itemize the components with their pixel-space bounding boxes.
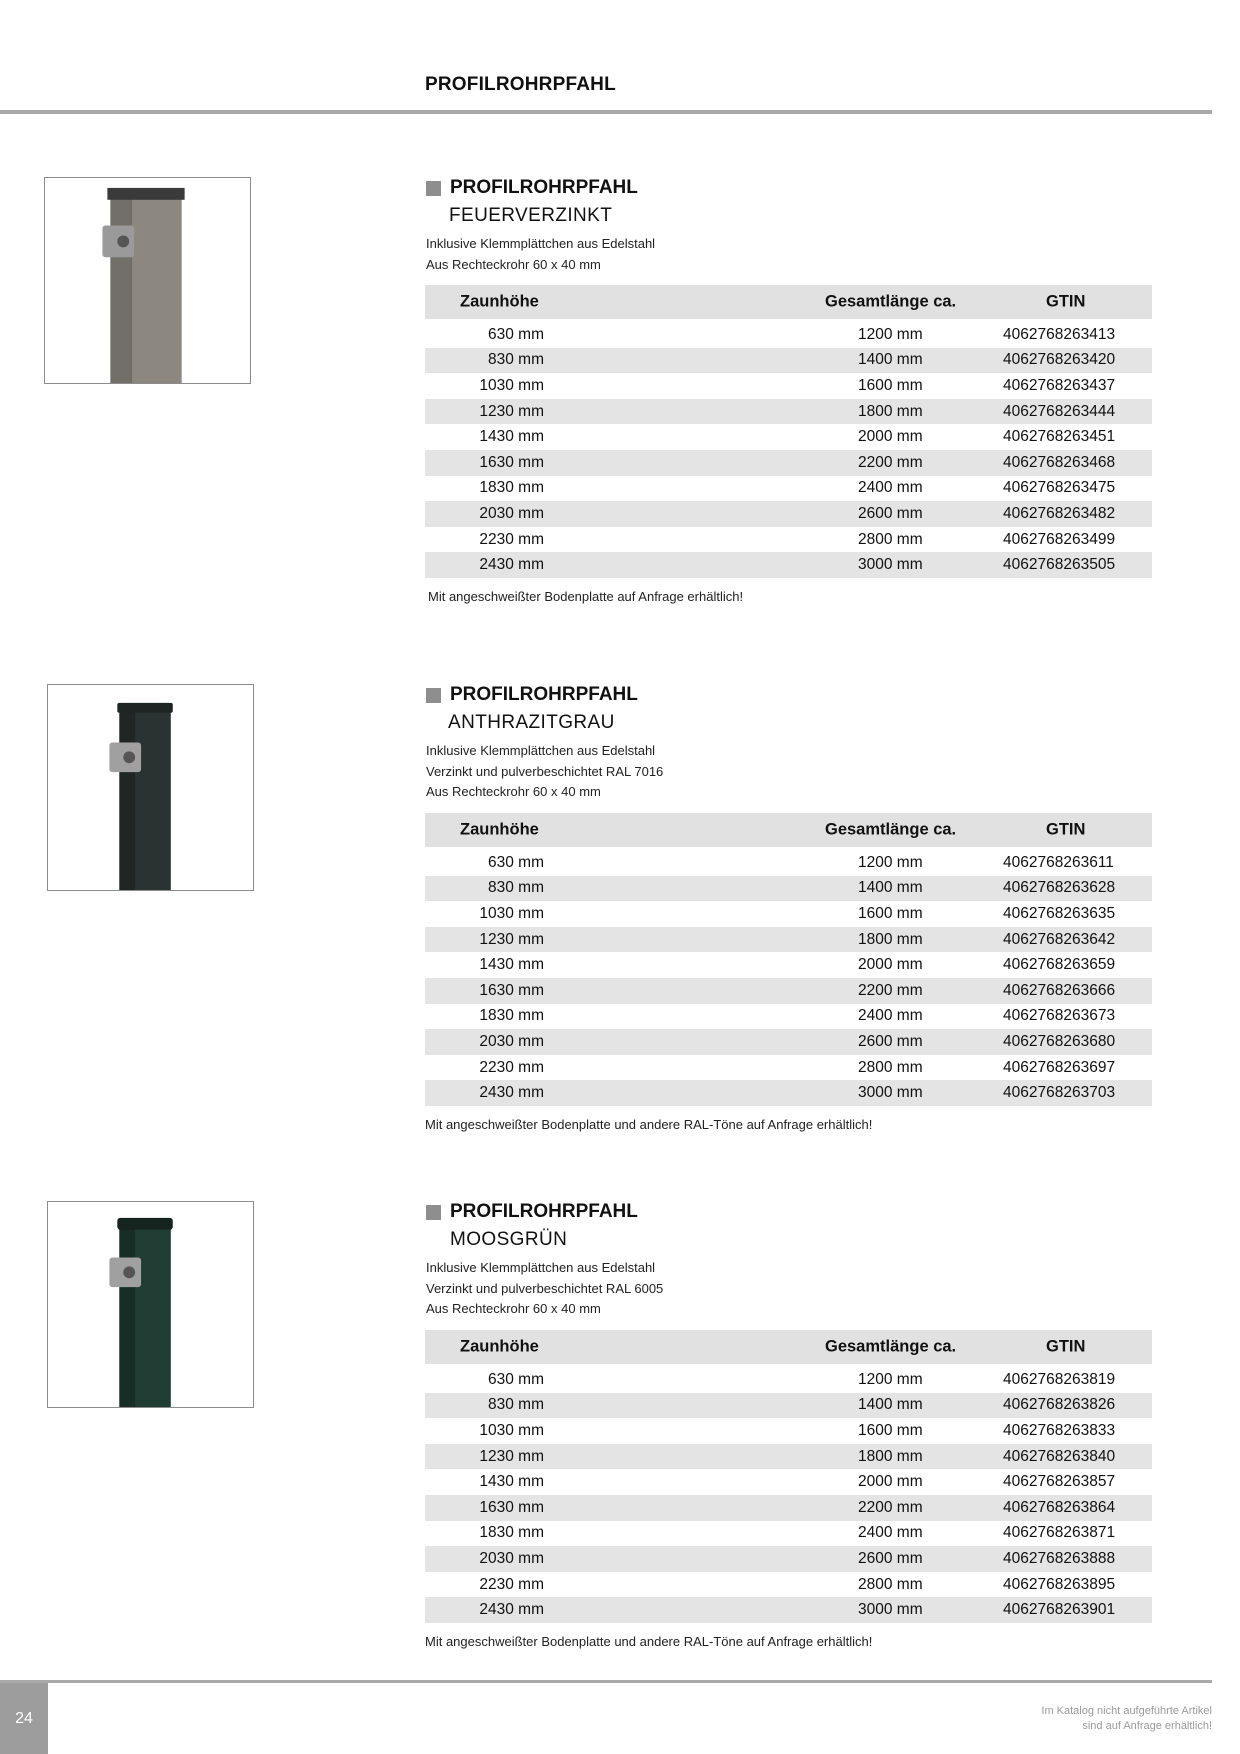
cell-length: 2600 mm <box>858 1032 923 1050</box>
cell-height: 830 mm <box>488 879 544 897</box>
footer-note-line: sind auf Anfrage erhältlich! <box>1082 1720 1212 1732</box>
cell-length: 2800 mm <box>858 530 923 548</box>
table-row <box>425 876 1152 902</box>
product-title-row <box>426 177 638 199</box>
table-row <box>425 527 1152 553</box>
cell-length: 2200 mm <box>858 453 923 471</box>
cell-gtin: 4062768263840 <box>1003 1447 1116 1465</box>
cell-length: 2200 mm <box>858 1498 923 1516</box>
table-row <box>425 1393 1152 1419</box>
table-row <box>425 927 1152 953</box>
table-row <box>425 1495 1152 1521</box>
cell-height: 1030 mm <box>479 904 544 922</box>
cell-length: 2800 mm <box>858 1058 923 1076</box>
table-row <box>425 1004 1152 1030</box>
table-row <box>425 1444 1152 1470</box>
product-title: PROFILROHRPFAHL <box>450 177 638 198</box>
cell-gtin: 4062768263468 <box>1003 453 1116 471</box>
table-row <box>425 1367 1152 1393</box>
table-row <box>425 850 1152 876</box>
spec-table <box>425 813 1152 1106</box>
description-line: Aus Rechteckrohr 60 x 40 mm <box>426 256 601 272</box>
cell-height: 1830 mm <box>479 1007 544 1025</box>
cell-gtin: 4062768263703 <box>1003 1084 1116 1102</box>
cell-height: 2230 mm <box>479 530 544 548</box>
cell-length: 3000 mm <box>858 556 923 574</box>
cell-height: 1430 mm <box>479 1473 544 1491</box>
post-icon <box>48 685 253 890</box>
cell-gtin: 4062768263482 <box>1003 504 1116 522</box>
description-line: Inklusive Klemmplättchen aus Edelstahl <box>426 743 656 758</box>
cell-height: 1630 mm <box>479 1498 544 1516</box>
cell-gtin: 4062768263659 <box>1003 956 1116 974</box>
table-row <box>425 552 1152 578</box>
description-line: Inklusive Klemmplättchen aus Edelstahl <box>426 1260 656 1275</box>
footer-note-line: Im Katalog nicht aufgeführte Artikel <box>1041 1705 1212 1717</box>
cell-gtin: 4062768263437 <box>1003 376 1116 394</box>
footer-divider <box>0 1680 1212 1683</box>
cell-gtin: 4062768263888 <box>1003 1549 1116 1567</box>
cell-length: 2400 mm <box>858 1007 923 1025</box>
page-title: PROFILROHRPFAHL <box>425 74 616 95</box>
product-title-row <box>426 684 638 706</box>
cell-height: 1630 mm <box>479 981 544 999</box>
product-variant: ANTHRAZITGRAU <box>448 712 615 733</box>
cell-gtin: 4062768263499 <box>1003 530 1116 548</box>
column-header-length: Gesamtlänge ca. <box>825 820 957 839</box>
cell-gtin: 4062768263864 <box>1003 1498 1116 1516</box>
column-header-gtin: GTIN <box>1046 820 1086 839</box>
table-row <box>425 373 1152 399</box>
cell-height: 2030 mm <box>479 1549 544 1567</box>
cell-gtin: 4062768263505 <box>1003 556 1116 574</box>
cell-length: 1200 mm <box>858 853 923 871</box>
cell-gtin: 4062768263451 <box>1003 428 1116 446</box>
cell-length: 2400 mm <box>858 479 923 497</box>
description-line: Inklusive Klemmplättchen aus Edelstahl <box>426 236 656 251</box>
cell-height: 1230 mm <box>479 402 544 420</box>
cell-gtin: 4062768263895 <box>1003 1575 1116 1593</box>
cell-gtin: 4062768263444 <box>1003 402 1116 420</box>
product-description <box>426 1258 663 1320</box>
cell-height: 2430 mm <box>479 556 544 574</box>
product-description <box>426 741 663 803</box>
cell-gtin: 4062768263628 <box>1003 879 1116 897</box>
cell-length: 2400 mm <box>858 1524 923 1542</box>
cell-gtin: 4062768263833 <box>1003 1421 1116 1439</box>
cell-length: 2200 mm <box>858 981 923 999</box>
product-note: Mit angeschweißter Bodenplatte und andere RAL-Töne auf Anfrage erhältlich! <box>425 1117 873 1132</box>
table-row <box>425 1080 1152 1106</box>
table-row <box>425 1055 1152 1081</box>
page-number: 24 <box>0 1683 48 1754</box>
table-row <box>425 1418 1152 1444</box>
cell-height: 830 mm <box>488 1396 544 1414</box>
table-row <box>425 1521 1152 1547</box>
table-row <box>425 901 1152 927</box>
table-row <box>425 952 1152 978</box>
cell-height: 2030 mm <box>479 1032 544 1050</box>
table-row <box>425 424 1152 450</box>
cell-height: 2030 mm <box>479 504 544 522</box>
column-header-length: Gesamtlänge ca. <box>825 292 957 311</box>
cell-length: 1800 mm <box>858 402 923 420</box>
cell-height: 1830 mm <box>479 479 544 497</box>
cell-height: 630 mm <box>488 1370 544 1388</box>
description-line: Verzinkt und pulverbeschichtet RAL 7016 <box>426 763 664 779</box>
product-variant: FEUERVERZINKT <box>449 205 613 226</box>
cell-length: 1600 mm <box>858 1421 923 1439</box>
cell-length: 2000 mm <box>858 956 923 974</box>
title-square-icon <box>426 688 441 703</box>
cell-length: 1600 mm <box>858 376 923 394</box>
table-row <box>425 399 1152 425</box>
spec-table <box>425 1330 1152 1623</box>
cell-height: 2430 mm <box>479 1601 544 1619</box>
cell-gtin: 4062768263475 <box>1003 479 1116 497</box>
product-variant: MOOSGRÜN <box>450 1229 568 1250</box>
cell-gtin: 4062768263635 <box>1003 904 1116 922</box>
column-header-gtin: GTIN <box>1046 1337 1086 1356</box>
cell-gtin: 4062768263697 <box>1003 1058 1116 1076</box>
table-row <box>425 476 1152 502</box>
product-photo <box>47 684 254 891</box>
cell-height: 1030 mm <box>479 376 544 394</box>
column-header-gtin: GTIN <box>1046 292 1086 311</box>
cell-height: 830 mm <box>488 351 544 369</box>
cell-gtin: 4062768263857 <box>1003 1473 1116 1491</box>
cell-length: 1400 mm <box>858 1396 923 1414</box>
table-row <box>425 322 1152 348</box>
title-square-icon <box>426 1205 441 1220</box>
cell-height: 1630 mm <box>479 453 544 471</box>
cell-length: 3000 mm <box>858 1084 923 1102</box>
cell-gtin: 4062768263642 <box>1003 930 1116 948</box>
cell-height: 630 mm <box>488 853 544 871</box>
table-row <box>425 1029 1152 1055</box>
cell-gtin: 4062768263413 <box>1003 325 1116 343</box>
product-note: Mit angeschweißter Bodenplatte und andere RAL-Töne auf Anfrage erhältlich! <box>425 1634 873 1649</box>
table-row <box>425 1469 1152 1495</box>
description-line: Verzinkt und pulverbeschichtet RAL 6005 <box>426 1280 664 1296</box>
cell-length: 1800 mm <box>858 1447 923 1465</box>
product-photo <box>44 177 251 384</box>
cell-height: 1830 mm <box>479 1524 544 1542</box>
header-divider <box>0 110 1212 114</box>
table-row <box>425 978 1152 1004</box>
cell-length: 2000 mm <box>858 428 923 446</box>
column-header-height: Zaunhöhe <box>460 1337 539 1356</box>
cell-length: 2600 mm <box>858 504 923 522</box>
column-header-height: Zaunhöhe <box>460 820 539 839</box>
cell-length: 2600 mm <box>858 1549 923 1567</box>
cell-gtin: 4062768263871 <box>1003 1524 1116 1542</box>
product-title-row <box>426 1201 638 1223</box>
description-line: Aus Rechteckrohr 60 x 40 mm <box>426 1301 601 1316</box>
cell-height: 1230 mm <box>479 1447 544 1465</box>
table-row <box>425 450 1152 476</box>
cell-gtin: 4062768263611 <box>1003 853 1114 871</box>
cell-length: 1800 mm <box>858 930 923 948</box>
footer-note <box>1041 1704 1212 1734</box>
table-header <box>425 813 1152 847</box>
cell-gtin: 4062768263673 <box>1003 1007 1116 1025</box>
cell-height: 1430 mm <box>479 956 544 974</box>
post-icon <box>45 178 250 383</box>
cell-length: 2000 mm <box>858 1473 923 1491</box>
table-header <box>425 285 1152 319</box>
cell-height: 630 mm <box>488 325 544 343</box>
cell-length: 1400 mm <box>858 351 923 369</box>
column-header-length: Gesamtlänge ca. <box>825 1337 957 1356</box>
cell-length: 3000 mm <box>858 1601 923 1619</box>
cell-length: 1200 mm <box>858 325 923 343</box>
product-note: Mit angeschweißter Bodenplatte auf Anfrage erhältlich! <box>428 589 744 604</box>
cell-gtin: 4062768263826 <box>1003 1396 1116 1414</box>
cell-length: 2800 mm <box>858 1575 923 1593</box>
table-row <box>425 348 1152 374</box>
description-line: Aus Rechteckrohr 60 x 40 mm <box>426 784 601 799</box>
cell-length: 1600 mm <box>858 904 923 922</box>
product-title: PROFILROHRPFAHL <box>450 684 638 705</box>
cell-height: 1030 mm <box>479 1421 544 1439</box>
cell-height: 1230 mm <box>479 930 544 948</box>
cell-height: 1430 mm <box>479 428 544 446</box>
cell-gtin: 4062768263680 <box>1003 1032 1116 1050</box>
cell-height: 2430 mm <box>479 1084 544 1102</box>
table-row <box>425 1597 1152 1623</box>
spec-table <box>425 285 1152 578</box>
cell-gtin: 4062768263666 <box>1003 981 1116 999</box>
table-header <box>425 1330 1152 1364</box>
title-square-icon <box>426 181 441 196</box>
cell-gtin: 4062768263901 <box>1003 1601 1116 1619</box>
table-row <box>425 1546 1152 1572</box>
cell-length: 1400 mm <box>858 879 923 897</box>
product-description <box>426 234 655 275</box>
post-icon <box>48 1202 253 1407</box>
cell-gtin: 4062768263819 <box>1003 1370 1116 1388</box>
cell-length: 1200 mm <box>858 1370 923 1388</box>
cell-gtin: 4062768263420 <box>1003 351 1116 369</box>
product-photo <box>47 1201 254 1408</box>
table-row <box>425 501 1152 527</box>
cell-height: 2230 mm <box>479 1575 544 1593</box>
cell-height: 2230 mm <box>479 1058 544 1076</box>
product-title: PROFILROHRPFAHL <box>450 1201 638 1222</box>
column-header-height: Zaunhöhe <box>460 292 539 311</box>
table-row <box>425 1572 1152 1598</box>
